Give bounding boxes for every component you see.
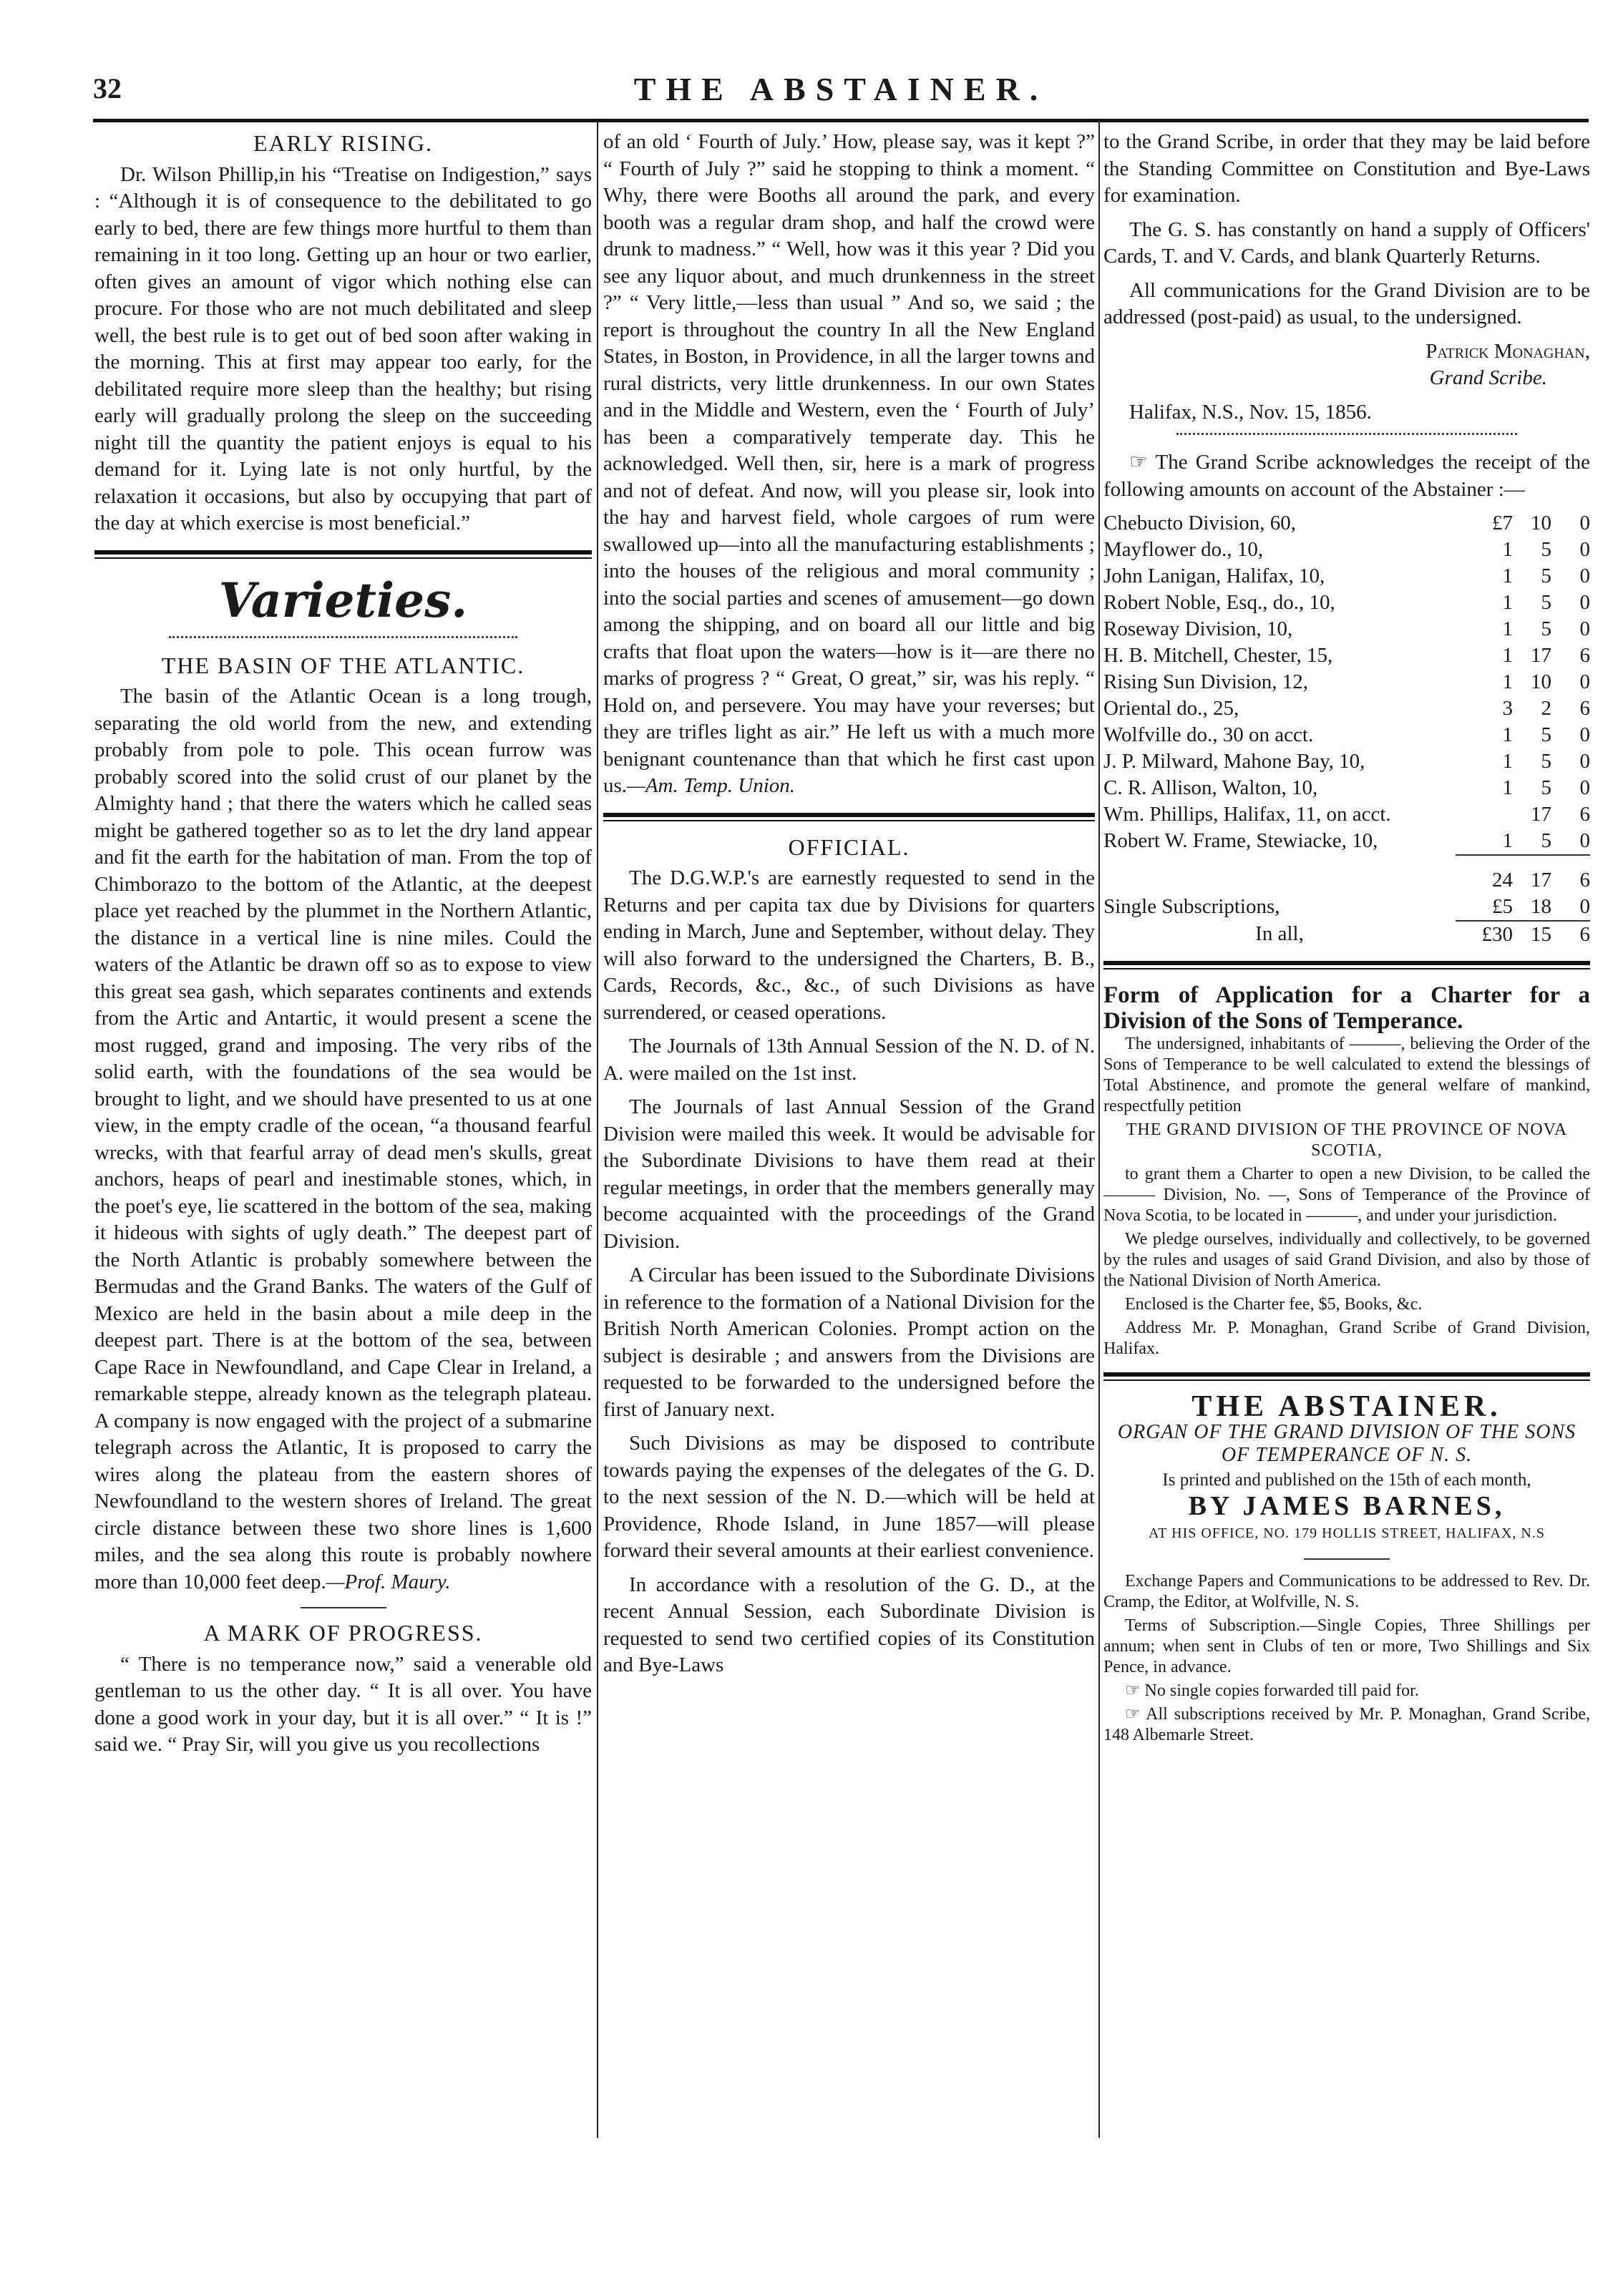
amount-shillings: 15 [1513, 921, 1551, 948]
amount-pounds: £30 [1456, 921, 1513, 948]
progress-heading: A MARK OF PROGRESS. [203, 1620, 483, 1646]
row-label: In all, [1255, 922, 1304, 945]
official-continued: The G. S. has constantly on hand a supply of Officers' Cards, T. and V. Cards, and blank Quarterly Returns. [1103, 218, 1590, 268]
running-title: THE ABSTAINER. [633, 71, 1048, 107]
form-paragraph: Address Mr. P. Monaghan, Grand Scribe of Grand Division, Halifax. [1103, 1319, 1590, 1358]
row-label: Mayflower do., 10, [1103, 538, 1264, 561]
basin-attribution: —Prof. Maury. [326, 1570, 451, 1593]
abstainer-title: THE ABSTAINER. [1191, 1390, 1502, 1423]
account-row [1103, 537, 1590, 563]
account-row [1103, 748, 1590, 775]
row-label: Robert W. Frame, Stewiacke, 10, [1103, 829, 1378, 852]
amount-pence: 0 [1579, 895, 1590, 918]
abstainer-office: AT HIS OFFICE, NO. 179 HOLLIS STREET, HALIFAX, N.S [1149, 1525, 1545, 1541]
amount-shillings: 5 [1541, 723, 1551, 746]
row-label: Roseway Division, 10, [1103, 617, 1293, 640]
row-label: Robert Noble, Esq., do., 10, [1103, 591, 1335, 614]
amount-pounds: 3 [1502, 697, 1513, 720]
amount-pence: 6 [1579, 697, 1590, 720]
account-row [1103, 643, 1590, 669]
row-label: C. R. Allison, Walton, 10, [1103, 776, 1318, 799]
account-row [1103, 801, 1590, 828]
column-3 [1103, 129, 1590, 1749]
short-rule [1304, 1558, 1390, 1560]
single-subscriptions-row [1103, 894, 1590, 921]
amount-shillings: 10 [1531, 512, 1551, 534]
row-label: Rising Sun Division, 12, [1103, 670, 1309, 693]
basin-text: The basin of the Atlantic Ocean is a long trough, separating the old world from the new, and extending probably from pole to pole. This ocean furrow was probably scored into the solid crust of our planet by the Almighty hand ; that there the waters which he called seas might be gathered together so as to let the dry land appear and fit the earth for the habitation of man. From the top of Chimborazo to the bottom of the Atlantic, at the deepest place yet reached by the plummet in the Northern Atlantic, the distance in a vertical line is nine miles. Could the waters of the Atlantic be drawn off so as to expose to view this great sea gash, which separates continents and extends from the Artic and Antartic, it would present a scene the most rugged, grand and imposing. The very ribs of the solid earth, with the foundations of the sea would be brought to light, and we should have presented to us at one view, in the empty cradle of the ocean, “a thousand fearful wrecks, with that fearful array of dead men's skulls, great anchors, heaps of pearl and inestimable stones, which, in the poet's eye, lie scattered in the bottom of the sea, making it hideous with sights of ugly death.” The deepest part of the North Atlantic is probably somewhere between the Bermudas and the Grand Banks. The waters of the Gulf of Mexico are held in the basin about a mile deep in the deepest part. There is at the bottom of the sea, between Cape Race in Newfoundland, and Cape Clear in Ireland, a remarkable steppe, already known as the telegraph plateau. A company is now engaged with the project of a submarine telegraph across the Atlantic, It is proposed to carry the wires along the plateau from the eastern shores of Newfoundland to the western shores of Ireland. The great circle distance between these two shore lines is 1,600 miles, and the sea along this route is probably nowhere more than 10,000 feet deep. [94, 685, 592, 1593]
account-row [1103, 775, 1590, 801]
amount-pence: 6 [1551, 921, 1590, 948]
account-row [1103, 563, 1590, 590]
amount-pence: 6 [1551, 855, 1590, 894]
row-label: H. B. Mitchell, Chester, 15, [1103, 644, 1333, 667]
progress-body-part1: “ There is no temperance now,” said a venerable old gentleman to us the other day. “ It is all over. You have done a good work in your day, but it is all over.” “ It is !” said we. “ Pray Sir, will you give us you recollections [94, 1652, 592, 1756]
amount-pounds: 1 [1502, 723, 1513, 746]
abstainer-notice [1103, 1390, 1590, 1560]
section-rule [1103, 1372, 1590, 1381]
ornamental-rule [1176, 433, 1517, 435]
abstainer-organ: ORGAN OF THE GRAND DIVISION OF THE SONS OF TEMPERANCE OF N. S. [1117, 1420, 1576, 1466]
official-continued: All communications for the Grand Division are to be addressed (post-paid) as usual, to the undersigned. [1103, 278, 1590, 328]
signature-name: Patrick Monaghan, [1425, 339, 1590, 363]
subtotal-row [1103, 855, 1590, 894]
progress-body-part2 [603, 129, 1095, 800]
row-label: Wm. Phillips, Halifax, 11, on acct. [1103, 803, 1391, 826]
amount-pence: 0 [1579, 512, 1590, 534]
form-grand-division: THE GRAND DIVISION OF THE PROVINCE OF NOVA SCOTIA, [1126, 1120, 1568, 1160]
official-heading: OFFICIAL. [788, 834, 910, 860]
amount-pounds: £5 [1492, 895, 1513, 918]
official-paragraph: Such Divisions as may be disposed to contribute towards paying the expenses of the delegates of the G. D. to the next session of the N. D.—which will be held at Providence, Rhode Island, in June 1857—will please forward their several amounts at their earliest convenience. [603, 1432, 1095, 1562]
acknowledgement-intro: ☞ The Grand Scribe acknowledges the receipt of the following amounts on account of the Abstainer :— [1103, 451, 1590, 501]
amount-shillings: 5 [1541, 750, 1551, 773]
abstainer-printed: Is printed and published on the 15th of each month, [1162, 1470, 1531, 1490]
amount-shillings: 5 [1541, 538, 1551, 561]
amount-pounds: £7 [1492, 512, 1513, 534]
terms-notice: Terms of Subscription.—Single Copies, Three Shillings per annum; when sent in Clubs of ten or more, Two Shillings and Six Pence, in advance. [1103, 1616, 1590, 1676]
abstainer-publisher: BY JAMES BARNES, [1188, 1491, 1506, 1521]
row-label: Single Subscriptions, [1103, 895, 1280, 918]
form-paragraph: We pledge ourselves, individually and collectively, to be governed by the rules and usages of said Grand Division, and also by those of the National Division of North America. [1103, 1230, 1590, 1290]
amount-pence: 0 [1579, 591, 1590, 614]
account-row [1103, 590, 1590, 616]
basin-heading: THE BASIN OF THE ATLANTIC. [161, 652, 525, 678]
basin-body [94, 683, 592, 1596]
amount-pence: 0 [1579, 617, 1590, 640]
account-row [1103, 616, 1590, 643]
form-paragraph: The undersigned, inhabitants of ———, believing the Order of the Sons of Temperance to be well calculated to extend the blessings of Total Abstinence, and promote the general welfare of mankind, respectfully petition [1103, 1035, 1590, 1115]
amount-pence: 0 [1579, 829, 1590, 852]
amount-shillings: 5 [1541, 617, 1551, 640]
amount-shillings: 5 [1541, 776, 1551, 799]
amount-pence: 0 [1579, 538, 1590, 561]
amount-pence: 0 [1579, 565, 1590, 587]
account-row [1103, 695, 1590, 722]
amount-pounds [1456, 801, 1513, 828]
account-row [1103, 510, 1590, 537]
subscriptions-notice: ☞ All subscriptions received by Mr. P. Monaghan, Grand Scribe, 148 Albemarle Street. [1103, 1705, 1590, 1744]
amount-pence: 6 [1579, 803, 1590, 826]
amount-shillings: 5 [1541, 829, 1551, 852]
row-label: Wolfville do., 30 on acct. [1103, 723, 1314, 746]
amount-shillings: 5 [1541, 591, 1551, 614]
section-rule [603, 813, 1095, 821]
abstainer-terms [1103, 1571, 1590, 1746]
masthead-rule [93, 119, 1589, 122]
amount-shillings: 10 [1531, 670, 1551, 693]
account-row [1103, 669, 1590, 695]
signature-title: Grand Scribe. [1429, 366, 1547, 389]
official-paragraph: The Journals of 13th Annual Session of the N. D. of N. A. were mailed on the 1st inst. [603, 1035, 1095, 1085]
column-divider [597, 120, 598, 2138]
ornamental-rule [169, 636, 517, 638]
progress-text: of an old ‘ Fourth of July.’ How, please say, was it kept ?” “ Fourth of July ?” said he stopping to think a moment. “ Why, there were Booths all around the park, and every booth was a regular dram shop, and half the crowd were drunk to madness.” “ Well, how was it this year ? Did you see any liquor about, and much drunkenness in the street ?” “ Very little,—less than usual ” And so, we said ; the report is throughout the country In all the New England States, in Boston, in Providence, in all the larger towns and rural districts, very little drunkenness. In our own States and in the Middle and Western, even the ‘ Fourth of July’ has been a comparatively temperate day. This he acknowledged. Well then, sir, here is a mark of progress and not of defeat. And now, will you please sir, look into the hay and harvest field, whole cargoes of rum were swallowed up—into all the manufacturing establishments ; into the houses of the religious and moral community ; into the social parties and scenes of amusement—go down among the shipping, and on board all our little and big crafts that float upon the waters—how is it—are there no marks of progress ? “ Great, O great,” sir, was his reply. “ Hold on, and persevere. You may have your reverses; but they are trifles light as air.” He left us with a much more benignant countenance than that which he first cast upon us. [603, 130, 1095, 797]
progress-attribution: —Am. Temp. Union. [627, 774, 796, 797]
masthead [93, 66, 1589, 109]
form-paragraph: Enclosed is the Charter fee, $5, Books, &c. [1125, 1295, 1423, 1314]
amount-pounds: 24 [1456, 855, 1513, 894]
column-2 [603, 129, 1095, 1686]
no-copies-notice: ☞ No single copies forwarded till paid for. [1125, 1681, 1419, 1700]
amount-pence: 0 [1579, 750, 1590, 773]
amount-shillings: 17 [1531, 803, 1551, 826]
row-label: Oriental do., 25, [1103, 697, 1239, 720]
total-row [1103, 921, 1590, 948]
official-paragraph: In accordance with a resolution of the G. D., at the recent Annual Session, each Subordinate Division is requested to send two certified copies of its Constitution and Bye-Laws [603, 1573, 1095, 1676]
form-title: Form of Application for a Charter for a Division of the Sons of Temperance. [1103, 982, 1590, 1034]
early-rising-heading: EARLY RISING. [253, 130, 433, 156]
varieties-heading: Varieties. [218, 572, 468, 628]
amount-pounds: 1 [1502, 565, 1513, 587]
accounts-table [1103, 510, 1590, 948]
early-rising-body: Dr. Wilson Phillip,in his “Treatise on Indigestion,” says : “Although it is of consequence to the debilitated to go early to bed, there are few things more hurtful to them than remaining in it too long. Getting up an hour or two earlier, often gives an amount of vigor which nothing else can procure. For those who are not much debilitated and sleep well, the best rule is to get out of bed soon after waking in the morning. This at first may appear too early, for the debilitated require more sleep than the healthy; but rising early will gradually prolong the sleep on the succeeding night till the quantity the patient enjoys is equal to his demand for it. Lying late is not only hurtful, by the relaxation it occasions, but also by occupying that part of the day at which exercise is most beneficial.” [94, 162, 592, 534]
column-1 [94, 129, 592, 1766]
amount-pounds: 1 [1502, 750, 1513, 773]
amount-pounds: 1 [1502, 644, 1513, 667]
account-row [1103, 828, 1590, 855]
amount-pence: 6 [1579, 644, 1590, 667]
amount-shillings: 17 [1513, 855, 1551, 894]
official-paragraph: The D.G.W.P.'s are earnestly requested to send in the Returns and per capita tax due by Divisions for quarters ending in March, June and September, without delay. They will also forward to the undersigned the Charters, B. B., Cards, Records, &c., &c., of such Divisions as have surrendered, or ceased operations. [603, 866, 1095, 1024]
amount-shillings: 17 [1531, 644, 1551, 667]
dateline: Halifax, N.S., Nov. 15, 1856. [1129, 400, 1372, 424]
amount-pounds: 1 [1502, 591, 1513, 614]
amount-pence: 0 [1579, 723, 1590, 746]
form-body [1103, 1034, 1590, 1359]
official-paragraph: The Journals of last Annual Session of the Grand Division were mailed this week. It would be advisable for the Subordinate Divisions to have them read at their regular meetings, in order that the members generally may become acquainted with the proceedings of the Grand Division. [603, 1095, 1095, 1253]
short-rule [301, 1607, 386, 1608]
exchange-notice: Exchange Papers and Communications to be addressed to Rev. Dr. Cramp, the Editor, at Wolfville, N. S. [1103, 1572, 1590, 1611]
amount-shillings: 18 [1531, 895, 1551, 918]
amount-shillings: 2 [1541, 697, 1551, 720]
amount-pence: 0 [1579, 670, 1590, 693]
section-rule [94, 550, 592, 559]
amount-pounds: 1 [1502, 538, 1513, 561]
amount-pounds: 1 [1502, 670, 1513, 693]
amount-pounds: 1 [1502, 776, 1513, 799]
column-divider [1098, 120, 1100, 2138]
row-label: J. P. Milward, Mahone Bay, 10, [1103, 750, 1365, 773]
amount-pounds: 1 [1502, 829, 1513, 852]
page-number: 32 [93, 72, 122, 104]
row-label: Chebucto Division, 60, [1103, 512, 1297, 534]
form-paragraph: to grant them a Charter to open a new Division, to be called the ——— Division, No. —, Sons of Temperance of the Province of Nova Scotia, to be located in ———, and under your jurisdiction. [1103, 1165, 1590, 1225]
amount-shillings: 5 [1541, 565, 1551, 587]
account-row [1103, 722, 1590, 748]
official-continued: to the Grand Scribe, in order that they may be laid before the Standing Committee on Constitution and Bye-Laws for examination. [1103, 130, 1590, 207]
amount-pounds: 1 [1502, 617, 1513, 640]
row-label: John Lanigan, Halifax, 10, [1103, 565, 1325, 587]
official-paragraph: A Circular has been issued to the Subordinate Divisions in reference to the formation of a National Division for the British North American Colonies. Prompt action on the subject is desirable ; and answers from the Divisions are requested to be forwarded to the undersigned before the first of January next. [603, 1264, 1095, 1421]
amount-pence: 0 [1579, 776, 1590, 799]
section-rule [1103, 961, 1590, 969]
